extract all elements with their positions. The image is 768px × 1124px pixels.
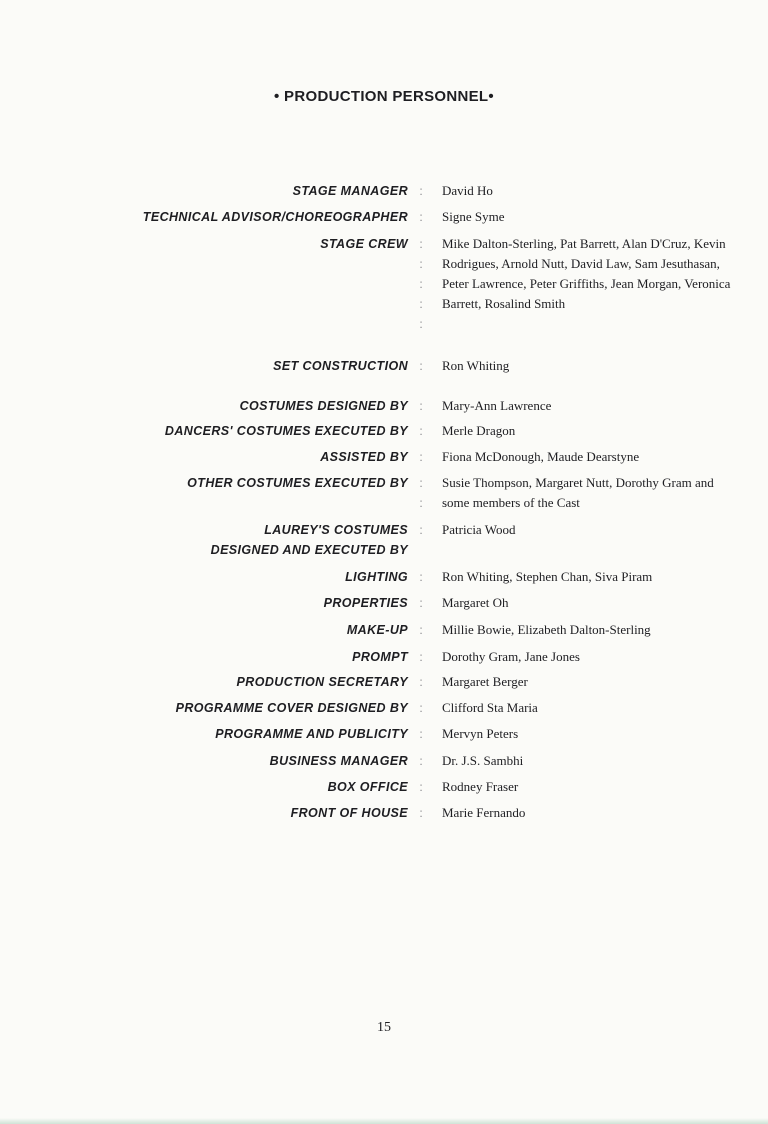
credit-names: Mary-Ann Lawrence: [442, 398, 552, 413]
credit-role: STAGE MANAGER: [292, 184, 408, 198]
credit-names: Millie Bowie, Elizabeth Dalton-Sterling: [442, 622, 651, 637]
credit-separator: :: [419, 727, 423, 741]
credit-separator: :: [419, 780, 423, 794]
credit-separator: :: [419, 184, 423, 198]
credit-role: TECHNICAL ADVISOR/CHOREOGRAPHER: [142, 210, 408, 224]
credit-separator: :: [419, 570, 423, 584]
credit-separator: :: [419, 450, 423, 464]
credit-role: COSTUMES DESIGNED BY: [239, 399, 408, 413]
credit-role: SET CONSTRUCTION: [273, 359, 408, 373]
credit-names: Rodney Fraser: [442, 779, 519, 794]
credit-separator: :: [419, 623, 423, 637]
credit-role: OTHER COSTUMES EXECUTED BY: [187, 476, 408, 490]
credit-separator: :: [419, 523, 423, 537]
page-title: • PRODUCTION PERSONNEL•: [274, 88, 494, 105]
credit-role: BUSINESS MANAGER: [269, 754, 408, 768]
credit-separator: :: [419, 399, 423, 413]
page-number: 15: [377, 1020, 391, 1035]
credit-role: PROGRAMME AND PUBLICITY: [215, 727, 408, 741]
credit-names: Dr. J.S. Sambhi: [442, 753, 524, 768]
credit-names: Signe Syme: [442, 209, 505, 224]
page-edge: [0, 1118, 768, 1124]
credit-role: FRONT OF HOUSE: [290, 806, 408, 820]
credit-role: PROPERTIES: [323, 596, 408, 610]
credit-separator: :: [419, 701, 423, 715]
credit-names: Fiona McDonough, Maude Dearstyne: [442, 449, 640, 464]
credit-role: ASSISTED BY: [320, 450, 408, 464]
credit-names: Patricia Wood: [442, 522, 516, 537]
credit-names: Mervyn Peters: [442, 726, 519, 741]
credit-separator: :: [419, 675, 423, 689]
credit-separator: :: [419, 424, 423, 438]
credit-names: Ron Whiting: [442, 358, 510, 373]
credit-role: PROMPT: [352, 650, 408, 664]
credit-separator: :: [419, 359, 423, 373]
credit-role: LIGHTING: [345, 570, 408, 584]
credit-separator: : : : : :: [419, 237, 423, 331]
credit-names: Ron Whiting, Stephen Chan, Siva Piram: [442, 569, 653, 584]
credit-names: Susie Thompson, Margaret Nutt, Dorothy Gram and some members of the Cast: [442, 475, 714, 510]
credit-names: Margaret Berger: [442, 674, 528, 689]
credit-role: PRODUCTION SECRETARY: [236, 675, 408, 689]
credit-names: Clifford Sta Maria: [442, 700, 538, 715]
credit-separator: : :: [419, 476, 423, 510]
credit-names: Merle Dragon: [442, 423, 516, 438]
credit-role: DANCERS' COSTUMES EXECUTED BY: [164, 424, 408, 438]
credit-separator: :: [419, 210, 423, 224]
credit-role: LAUREY'S COSTUMES DESIGNED AND EXECUTED BY: [210, 523, 408, 557]
credit-separator: :: [419, 754, 423, 768]
credit-role: BOX OFFICE: [327, 780, 408, 794]
credit-role: STAGE CREW: [320, 237, 408, 251]
credit-separator: :: [419, 596, 423, 610]
credit-role: MAKE-UP: [346, 623, 408, 637]
credit-names: Dorothy Gram, Jane Jones: [442, 649, 580, 664]
credit-separator: :: [419, 650, 423, 664]
credit-names: David Ho: [442, 183, 493, 198]
credit-separator: :: [419, 806, 423, 820]
credit-role: PROGRAMME COVER DESIGNED BY: [175, 701, 408, 715]
credit-names: Margaret Oh: [442, 595, 509, 610]
credit-names: Marie Fernando: [442, 805, 526, 820]
credit-names: Mike Dalton-Sterling, Pat Barrett, Alan D'Cruz, Kevin Rodrigues, Arnold Nutt, David Law, Sam Jesuthasan, Peter Lawrence, Peter Griffiths, Jean Morgan, Veronica Barrett, Rosalind Smith: [442, 236, 731, 311]
